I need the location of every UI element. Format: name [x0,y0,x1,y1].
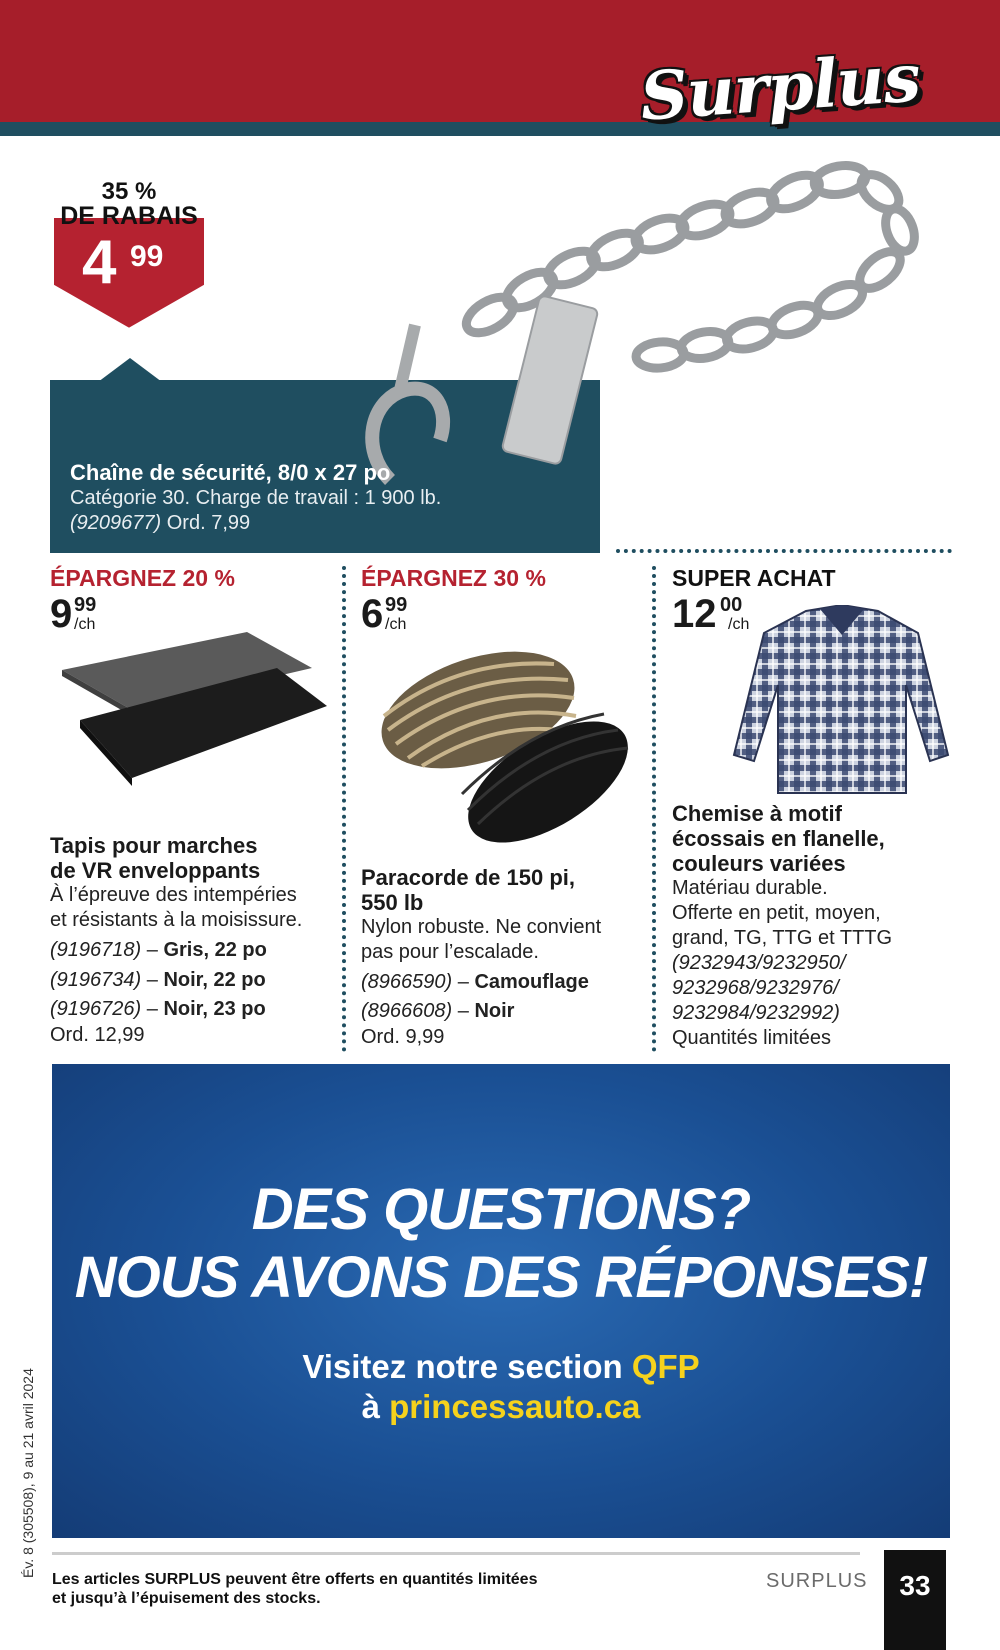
option-name: Gris, 22 po [163,939,267,961]
banner-sub-1-text: Visitez notre section [302,1348,632,1385]
product-desc-line: Matériau durable. [672,877,828,899]
price-dollars: 6 [361,592,384,636]
product-title-line2: écossais en flanelle, [672,826,885,851]
savings-label: ÉPARGNEZ 30 % [361,565,546,591]
option-name: Camouflage [474,971,589,993]
product-option [50,935,340,965]
badge-price-dollars: 4 [82,228,117,297]
badge-percent: 35 % [101,178,157,205]
option-separator: – [452,1000,475,1022]
option-separator: – [141,998,164,1020]
product-desc-line: grand, TG, TTG et TTTG [672,927,893,949]
chain-regular-price: Ord. 7,99 [166,512,251,534]
discount-badge [48,158,210,334]
chain-title: Chaîne de sécurité, 8/0 x 27 po [70,460,391,485]
product-title-line1: Tapis pour marches [50,833,258,858]
product-title-line2: de VR enveloppants [50,858,261,883]
badge-discount-label: DE RABAIS [60,202,198,230]
product-sku-line: 9232968/9232976/ [672,977,839,999]
surplus-logo-text: Surplus [637,38,923,136]
product-desc-line: Offerte en petit, moyen, [672,902,881,924]
footer-line2: et jusqu’à l’épuisement des stocks. [52,1590,321,1607]
price-cents: 99 [74,594,97,616]
option-separator: – [452,971,475,993]
paracord-details [361,865,646,1050]
surplus-logo [637,38,960,148]
option-separator: – [141,969,164,991]
product-option [50,965,340,995]
faq-highlight: QFP [631,1348,700,1385]
price-dollars: 12 [672,592,717,636]
panel-notch [98,358,162,382]
faq-banner[interactable] [52,1064,950,1538]
footer-disclaimer [52,1570,537,1608]
event-side-note: Év. 8 (305508), 9 au 21 avril 2024 [20,1368,36,1578]
option-sku: (9196734) [50,969,142,991]
page-number: 33 [884,1550,946,1650]
limited-quantities-note: Quantités limitées [672,1027,831,1049]
rv-rugs-details [50,833,340,1048]
safety-chain-image [360,150,940,490]
price-unit: /ch [74,616,96,633]
flannel-shirt-details [672,801,957,1051]
banner-sub-2 [52,1388,950,1426]
product-option [361,967,646,997]
dotted-divider-vertical-1 [342,566,346,1052]
option-sku: (8966590) [361,971,453,993]
footer-line1: Les articles SURPLUS peuvent être offerts en quantités limitées [52,1571,538,1588]
option-name: Noir [474,1000,515,1022]
product-title-line2: 550 lb [361,890,424,915]
price-unit: /ch [385,616,407,633]
option-sku: (9196718) [50,939,142,961]
footer-rule [52,1552,860,1555]
product-desc-line1: Nylon robuste. Ne convient [361,916,602,938]
paracord-bundles-image [378,640,634,850]
plaid-flannel-shirt-image [730,605,952,795]
savings-label: ÉPARGNEZ 20 % [50,565,235,591]
product-option [361,997,646,1025]
price-dollars: 9 [50,592,73,636]
product-sku-line: 9232984/9232992) [672,1002,840,1024]
dotted-divider-horizontal [616,549,952,553]
option-sku: (8966608) [361,1000,453,1022]
product-paracord [361,565,641,640]
banner-sub-2-text: à [361,1388,390,1425]
product-title-line1: Paracorde de 150 pi, [361,865,575,890]
banner-sub-1 [52,1348,950,1386]
badge-price-cents: 99 [130,240,164,273]
price-cents: 00 [720,594,743,616]
rv-step-rugs-image [62,628,330,788]
regular-price: Ord. 12,99 [50,1024,145,1046]
chain-details [70,460,441,536]
product-desc-line2: pas pour l’escalade. [361,941,539,963]
website-link[interactable]: princessauto.ca [389,1388,641,1425]
regular-price: Ord. 9,99 [361,1026,445,1048]
chain-description: Catégorie 30. Charge de travail : 1 900 lb. [70,487,442,509]
dotted-divider-vertical-2 [652,566,656,1052]
option-separator: – [141,939,164,961]
super-buy-label: SUPER ACHAT [672,565,836,591]
product-title-line1: Chemise à motif [672,801,842,826]
banner-headline-1: DES QUESTIONS? [251,1177,751,1242]
option-name: Noir, 23 po [163,998,266,1020]
chain-sku-reg [70,511,441,536]
price-cents: 99 [385,594,408,616]
option-name: Noir, 22 po [163,969,266,991]
chain-sku: (9209677) [70,512,162,534]
product-desc-line2: et résistants à la moisissure. [50,909,303,931]
product-sku-line: (9232943/9232950/ [672,952,846,974]
price [361,592,641,640]
option-sku: (9196726) [50,998,142,1020]
product-desc-line1: À l’épreuve des intempéries [50,884,297,906]
banner-headline-2: NOUS AVONS DES RÉPONSES! [74,1245,928,1310]
product-option [50,995,340,1023]
footer-section-name: SURPLUS [766,1570,868,1592]
product-title-line3: couleurs variées [672,851,846,876]
price-unit: /ch [728,616,750,633]
